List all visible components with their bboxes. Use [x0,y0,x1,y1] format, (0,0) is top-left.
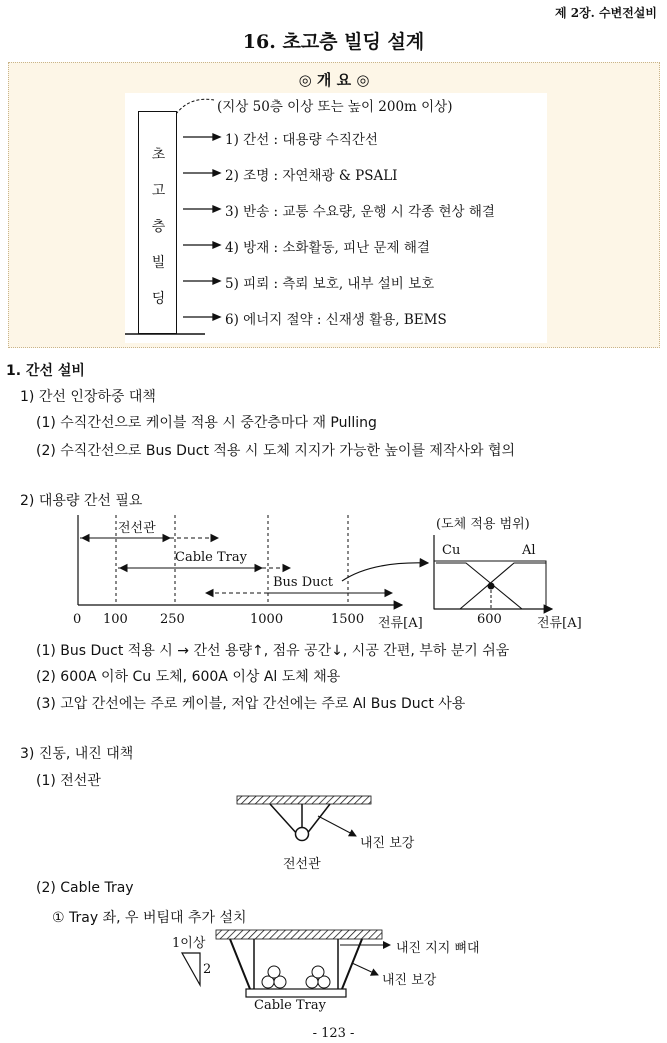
subsection-title: 1) 간선 인장하중 대책 [20,389,156,405]
tower-char: 고 [151,183,166,199]
tick-label: 0 [73,612,82,627]
label-seismic-brace: 내진 보강 [382,973,437,988]
label-seismic-brace: 내진 보강 [360,836,415,851]
label-cable-tray: Cable Tray [175,550,247,565]
building-tower [138,111,177,334]
list-item: (1) 전선관 [36,773,101,789]
list-item: (2) Cable Tray [36,880,134,896]
note-connector [176,99,214,114]
cable-tray-bracing-figure [0,925,667,1020]
page-title: 16. 초고층 빌딩 설계 [242,31,425,53]
list-item: (1) 수직간선으로 케이블 적용 시 중간층마다 재 Pulling [36,415,377,431]
tower-char: 딩 [151,291,166,307]
overview-item: 2) 조명 : 자연채광 & PSALI [225,168,398,184]
label-cu: Cu [442,543,461,558]
overview-note: (지상 50층 이상 또는 높이 200m 이상) [217,99,453,115]
ratio-side-label: 2 [203,962,212,977]
tick-label: 1500 [331,612,365,627]
list-item: (3) 고압 간선에는 주로 케이블, 저압 간선에는 주로 Al Bus Duct 사용 [36,696,466,712]
label-cable-tray: Cable Tray [254,998,326,1013]
tick-label: 600 [477,612,502,627]
conduit-bracing-figure [0,790,667,870]
subsection-title: 3) 진동, 내진 대책 [20,746,134,762]
overview-item: 6) 에너지 절약 : 신재생 활용, BEMS [225,312,447,328]
axis-unit: 전류[A] [537,616,582,631]
label-bus-duct: Bus Duct [273,575,334,590]
overview-item: 1) 간선 : 대용량 수직간선 [225,132,378,148]
label-al: Al [522,543,536,558]
list-item: (1) Bus Duct 적용 시 → 간선 용량↑, 점유 공간↓, 시공 간편, 부하 분기 쉬움 [36,643,510,659]
overview-item: 3) 반송 : 교통 수요량, 운행 시 각종 현상 해결 [225,204,495,220]
range-chart-title: (도체 적용 범위) [436,517,530,532]
tick-label: 100 [103,612,128,627]
label-conduit: 전선관 [118,521,156,536]
tower-char: 초 [151,147,166,163]
tick-label: 250 [160,612,185,627]
overview-item: 4) 방재 : 소화활동, 피난 문제 해결 [225,240,430,256]
ratio-top-label: 1이상 [172,936,206,951]
tick-label: 1000 [250,612,284,627]
label-conduit: 전선관 [283,857,321,872]
page-number: - 123 - [312,1026,355,1041]
list-item: ① Tray 좌, 우 버팀대 추가 설치 [52,910,247,926]
section-title: 1. 간선 설비 [6,363,85,379]
subsection-title: 2) 대용량 간선 필요 [20,493,143,509]
list-item: (2) 600A 이하 Cu 도체, 600A 이상 Al 도체 채용 [36,669,341,685]
overview-heading: ◎ 개 요 ◎ [298,71,370,89]
overview-item: 5) 피뢰 : 측뢰 보호, 내부 설비 보호 [225,276,435,292]
tower-char: 층 [151,219,166,235]
label-seismic-support: 내진 지지 뼈대 [396,941,480,956]
tower-char: 빌 [151,255,166,271]
list-item: (2) 수직간선으로 Bus Duct 적용 시 도체 지지가 가능한 높이를 제작사와 협의 [36,443,516,459]
axis-unit: 전류[A] [378,616,423,631]
chapter-header: 제 2장. 수변전설비 [554,6,657,20]
